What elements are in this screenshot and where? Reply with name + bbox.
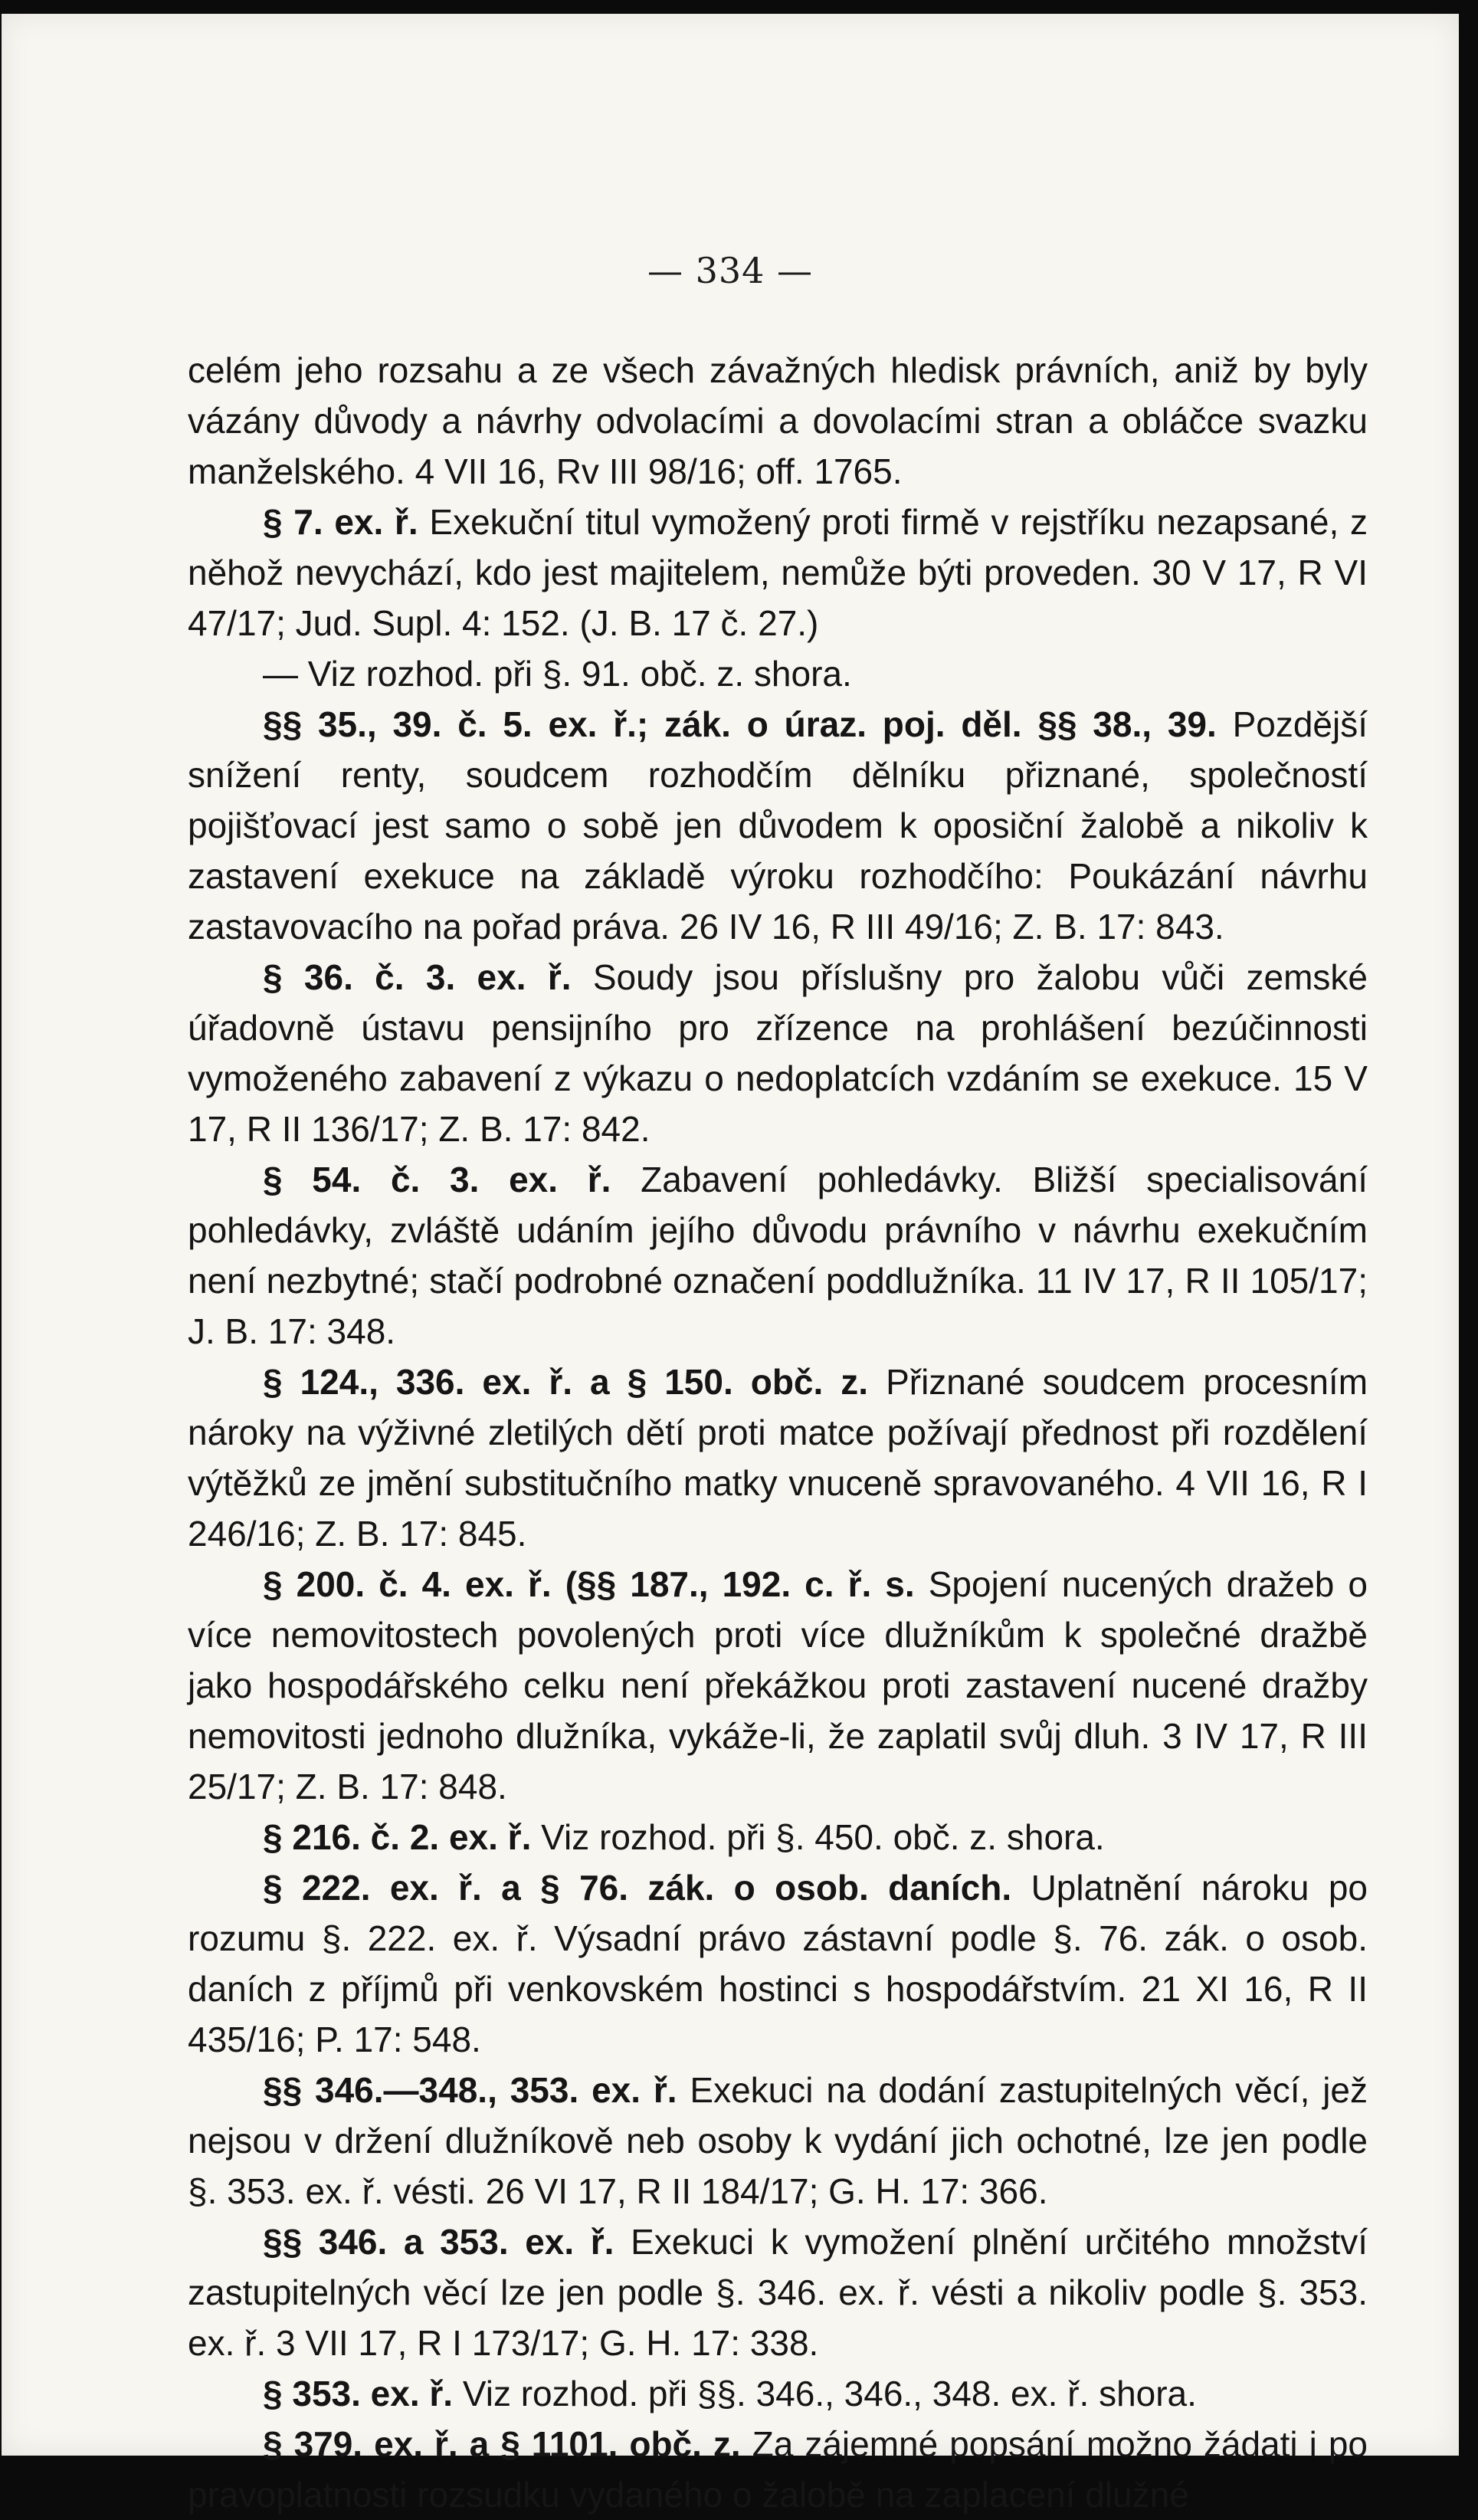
paragraph-text: Soudy jsou příslušny pro žalobu vůči zemské úřadovně ústavu pensijního pro zřízence na prohlášení bezúčinnosti vymoženého zabavení z výkazu o nedoplatcích vzdáním se exekuce. 15 V 17, R II 136/17; Z. B. 17: 842. — [188, 957, 1368, 1149]
paragraph-cross-reference — [188, 648, 1368, 699]
section-reference: §§ 346.—348., 353. ex. ř. — [263, 2070, 677, 2110]
paragraph-text: Zabavení pohledávky. Bližší specialisování pohledávky, zvláště udáním jejího důvodu právního v návrhu exekučním není nezbytné; stačí podrobné označení poddlužníka. 11 IV 17, R II 105/17; J. B. 17: 348. — [188, 1160, 1368, 1351]
paragraph-text: Exekuční titul vymožený proti firmě v rejstříku nezapsané, z něhož nevychází, kdo jest majitelem, nemůže býti proveden. 30 V 17, R VI 47/17; Jud. Supl. 4: 152. (J. B. 17 č. 27.) — [188, 502, 1368, 643]
paragraph-section-35-39 — [188, 699, 1368, 952]
paragraph-section-346-348 — [188, 2065, 1368, 2216]
section-reference: § 200. č. 4. ex. ř. (§§ 187., 192. c. ř. s. — [263, 1564, 915, 1604]
page-text — [188, 345, 1368, 2520]
paragraph-section-54 — [188, 1154, 1368, 1357]
paragraph-text: Spojení nucených dražeb o více nemovitostech povolených proti více dlužníkům k společné dražbě jako hospodářského celku není překážkou proti zastavení nucené dražby nemovitosti jednoho dlužníka, vykáže-li, že zaplatil svůj dluh. 3 IV 17, R III 25/17; Z. B. 17: 848. — [188, 1564, 1368, 1806]
section-reference: §§ 346. a 353. ex. ř. — [263, 2222, 614, 2262]
page-number: — 334 — — [647, 250, 814, 291]
paragraph-text: Exekuci na dodání zastupitelných věcí, jež nejsou v držení dlužníkově neb osoby k vydání jich ochotné, lze jen podle §. 353. ex. ř. vésti. 26 VI 17, R II 184/17; G. H. 17: 366. — [188, 2070, 1368, 2211]
paragraph-text: Exekuci k vymožení plnění určitého množství zastupitelných věcí lze jen podle §. 346. ex. ř. vésti a nikoliv podle §. 353. ex. ř. 3 VII 17, R I 173/17; G. H. 17: 338. — [188, 2222, 1368, 2363]
paragraph-section-200 — [188, 1559, 1368, 1812]
paragraph-text: Za zájemné popsání možno žádati i po pravoplatnosti rozsudku vydaného o žalobě na zaplacení dlužné — [188, 2424, 1368, 2515]
paragraph-text: Pozdější snížení renty, soudcem rozhodčím dělníku přiznané, společností pojišťovací jest samo o sobě jen důvodem k oposiční žalobě a nikoliv k zastavení exekuce na základě výroku rozhodčího: Poukázání návrhu zastavovacího na pořad práva. 26 IV 16, R III 49/16; Z. B. 17: 843. — [188, 704, 1368, 947]
paragraph-section-124 — [188, 1357, 1368, 1559]
paragraph-text: — Viz rozhod. při §. 91. obč. z. shora. — [263, 654, 852, 694]
paragraph-section-36 — [188, 952, 1368, 1154]
section-reference: § 216. č. 2. ex. ř. — [263, 1817, 532, 1857]
paragraph-section-7 — [188, 497, 1368, 648]
paragraph-continuation — [188, 345, 1368, 497]
paragraph-section-222 — [188, 1862, 1368, 2065]
section-reference: § 379. ex. ř. a § 1101. obč. z. — [263, 2424, 741, 2464]
section-reference: § 36. č. 3. ex. ř. — [263, 957, 572, 997]
book-page — [2, 14, 1459, 2515]
paragraph-text: Viz rozhod. při §. 450. obč. z. shora. — [541, 1817, 1105, 1857]
paragraph-text: Viz rozhod. při §§. 346., 346., 348. ex. ř. shora. — [462, 2374, 1197, 2413]
section-reference: § 222. ex. ř. a § 76. zák. o osob. daních. — [263, 1868, 1012, 1908]
paragraph-section-353 — [188, 2368, 1368, 2419]
paragraph-text: celém jeho rozsahu a ze všech závažných hledisk právních, aniž by byly vázány důvody a návrhy odvolacími a dovolacími stran a obláčce svazku manželského. 4 VII 16, Rv III 98/16; off. 1765. — [188, 350, 1368, 491]
paragraph-text: Uplatnění nároku po rozumu §. 222. ex. ř. Výsadní právo zástavní podle §. 76. zák. o osob. daních z příjmů při venkovském hostinci s hospodářstvím. 21 XI 16, R II 435/16; P. 17: 548. — [188, 1868, 1368, 2059]
section-reference: § 124., 336. ex. ř. a § 150. obč. z. — [263, 1362, 869, 1402]
paragraph-section-346-353 — [188, 2216, 1368, 2368]
paragraph-section-216 — [188, 1812, 1368, 1862]
paragraph-text: Přiznané soudcem procesním nároky na výživné zletilých dětí proti matce požívají přednost při rozdělení výtěžků ze jmění substitučního matky vnuceně spravovaného. 4 VII 16, R I 246/16; Z. B. 17: 845. — [188, 1362, 1368, 1554]
section-reference: § 7. ex. ř. — [263, 502, 418, 542]
section-reference: §§ 35., 39. č. 5. ex. ř.; zák. o úraz. poj. děl. §§ 38., 39. — [263, 704, 1217, 744]
paragraph-section-379 — [188, 2419, 1368, 2520]
section-reference: § 353. ex. ř. — [263, 2374, 454, 2413]
section-reference: § 54. č. 3. ex. ř. — [263, 1160, 611, 1199]
